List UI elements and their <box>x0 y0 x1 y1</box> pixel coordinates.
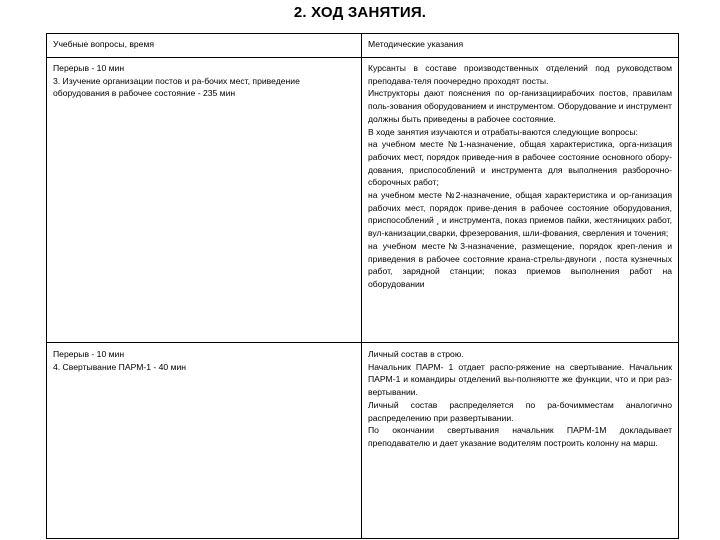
row1-guideline-4: на учебном месте №1-назначение, общая характеристика, орга-низация рабочих мест, порядок приведе-ния в рабочее состояние основного обору-дования, приспособлений и инструмента для выполнения разборочно-сборочных работ; <box>368 139 672 188</box>
row1-guideline-6: на учебном месте№3-назначение, размещение, порядок креп-ления и приведения в рабочее состояние крана-стрелы-двуноги , поста кузнечных работ, зарядной станции; показ приемов выполнения работ на оборудовании <box>368 240 672 289</box>
row2-guidelines-cell <box>362 343 679 539</box>
row2-guideline-1: Личный состав в строю. <box>368 349 464 359</box>
row1-guideline-5: на учебном месте №2-назначение, общая характеристика и ор-ганизация рабочих мест, порядок приве-дения в рабочее состояние оборудования, приспособлений ¸ и инструмента, показ приемов пайки, жестяницких работ, вул-канизации,сварки, фрезерования, шли-фования, сверления и точения; <box>368 190 672 239</box>
row1-guideline-2: Инструкторы дают пояснения по ор-ганизацииpабочих постов, правилам поль-зования оборудованием и инструментом. Оборудование и инструмент должны быть приведены в рабочее состояние. <box>368 88 672 124</box>
row1-questions-cell <box>47 58 362 343</box>
row2-topic: 4. Свертывание ПАРМ-1 - 40 мин <box>53 361 187 372</box>
row2-guideline-2: Начальник ПАРМ- 1 отдает распо-ряжение на свертывание. Начальник ПАРМ-1 и командиры отделений вы-полняютте же функции, что и при раз-вертывании. <box>368 361 672 398</box>
row1-guidelines-cell <box>362 58 679 343</box>
row1-guideline-3: В ходе занятия изучаются и отрабаты-ваются следующие вопросы: <box>368 126 638 137</box>
table-row <box>47 343 679 539</box>
header-guidelines: Методические указания <box>362 34 679 58</box>
row1-break: Перерыв - 10 мин <box>53 63 125 73</box>
table-header-row <box>47 34 679 58</box>
row1-guideline-1: Курсанты в составе производственных отделений под руководством преподава-теля поочередно проходят посты. <box>368 63 672 86</box>
page-title: 2. ХОД ЗАНЯТИЯ. <box>293 4 427 21</box>
table-row <box>47 58 679 343</box>
row1-topic: 3. Изучение организации постов и ра-бочих мест, приведение оборудования в рабочее состояние - 235 мин <box>53 75 300 99</box>
row2-guideline-3: Личный состав распределяется по ра-бочимместам аналогично распределению при развертывании. <box>368 399 672 423</box>
header-questions: Учебные вопросы, время <box>47 34 362 58</box>
row2-guideline-4: По окончании свертывания начальник ПАРМ-1М докладывает преподавателю и дает указание водителям построить колонну на марш. <box>368 425 672 448</box>
row2-break: Перерыв - 10 мин <box>53 349 125 359</box>
row2-questions-cell <box>47 343 362 539</box>
lesson-table <box>46 33 679 539</box>
